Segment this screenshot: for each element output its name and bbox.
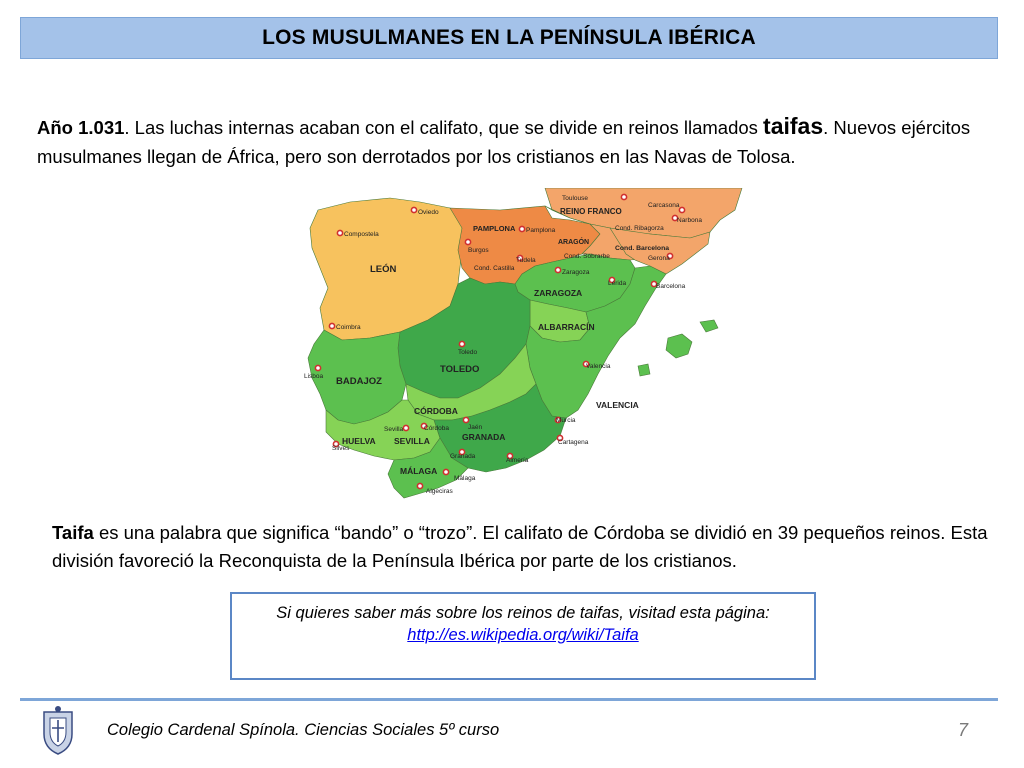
city-barcelona: Barcelona (656, 283, 686, 290)
city-tudela: Tudela (516, 257, 536, 264)
city-cartagena: Cartagena (558, 439, 589, 446)
city-cordoba: Córdoba (424, 425, 449, 432)
label-cond-castilla: Cond. Castilla (474, 265, 515, 272)
wikipedia-link[interactable]: http://es.wikipedia.org/wiki/Taifa (407, 626, 639, 644)
intro-text-b: . Nuevos ejércitos musulmanes llegan de África, pero son derrotados por los cristianos en las Navas de Tolosa. (37, 117, 971, 167)
city-almeria: Almería (506, 457, 529, 464)
label-cordoba: CÓRDOBA (414, 406, 458, 416)
label-reino-franco: REINO FRANCO (560, 207, 622, 216)
label-albarracin: ALBARRACÍN (538, 322, 595, 332)
taifa-term: Taifa (52, 522, 94, 543)
region-baleares-menorca (700, 320, 718, 332)
definition-paragraph (52, 519, 1002, 575)
region-baleares-ibiza (638, 364, 650, 376)
city-oviedo: Oviedo (418, 209, 439, 216)
label-huelva: HUELVA (342, 436, 376, 446)
city-gerona: Gerona (648, 255, 670, 262)
year-label: Año 1.031 (37, 117, 125, 138)
school-crest-logo (36, 704, 80, 756)
city-lerida: Lérida (608, 280, 627, 287)
region-baleares-mallorca (666, 334, 692, 358)
city-burgos: Burgos (468, 247, 489, 254)
city-lisboa: Lisboa (304, 373, 324, 380)
info-link-box (230, 592, 816, 680)
label-pamplona: PAMPLONA (473, 224, 516, 233)
label-badajoz: BADAJOZ (336, 376, 382, 387)
city-narbona: Narbona (677, 217, 702, 224)
city-silves: Silves (332, 445, 350, 452)
city-compostela: Compostela (344, 231, 379, 238)
city-pamplona: Pamplona (526, 227, 556, 234)
city-coimbra: Coimbra (336, 324, 361, 331)
label-aragon: ARAGÓN (558, 239, 590, 246)
label-leon: LEÓN (370, 264, 397, 275)
city-carcasona: Carcasona (648, 202, 680, 209)
map-svg (290, 188, 745, 503)
footer-school-name: Colegio Cardenal Spínola. Ciencias Sociales 5º curso (107, 721, 500, 739)
city-valencia: Valencia (586, 363, 611, 370)
label-sevilla: SEVILLA (394, 436, 430, 446)
city-murcia: Murcia (556, 417, 576, 424)
city-jaen: Jaén (468, 424, 483, 431)
city-zaragoza: Zaragoza (562, 269, 590, 276)
label-cond-ribagorza: Cond. Ribagorza (615, 225, 664, 232)
page-number: 7 (958, 720, 969, 740)
footer-divider (20, 698, 998, 701)
city-toledo: Toledo (458, 349, 478, 356)
iberian-peninsula-map (290, 188, 745, 503)
title-bar (20, 17, 998, 59)
label-valencia: VALENCIA (596, 400, 639, 410)
label-zaragoza: ZARAGOZA (534, 288, 583, 298)
definition-text: es una palabra que significa “bando” o “trozo”. El califato de Córdoba se dividió en 39 pequeños reinos. Esta división favoreció la Reconquista de la Península Ibérica por parte de los cristianos. (52, 522, 988, 571)
label-cond-barcelona: Cond. Barcelona (615, 245, 670, 252)
city-malaga: Málaga (454, 475, 476, 482)
city-sevilla: Sevilla (384, 426, 404, 433)
city-toulouse: Toulouse (562, 195, 589, 202)
label-granada: GRANADA (462, 432, 506, 442)
label-cond-sobrarbe: Cond. Sobrarbe (564, 253, 610, 260)
city-algeciras: Algeciras (426, 488, 453, 495)
slide-title: LOS MUSULMANES EN LA PENÍNSULA IBÉRICA (262, 26, 756, 49)
label-toledo: TOLEDO (440, 364, 480, 375)
intro-text-a: . Las luchas internas acaban con el califato, que se divide en reinos llamados (124, 117, 764, 138)
label-malaga: MÁLAGA (400, 466, 438, 476)
city-granada: Granada (450, 453, 476, 460)
intro-paragraph (37, 112, 997, 171)
taifas-term: taifas (763, 113, 824, 139)
link-intro: Si quieres saber más sobre los reinos de taifas, visitad esta página: (276, 604, 770, 622)
